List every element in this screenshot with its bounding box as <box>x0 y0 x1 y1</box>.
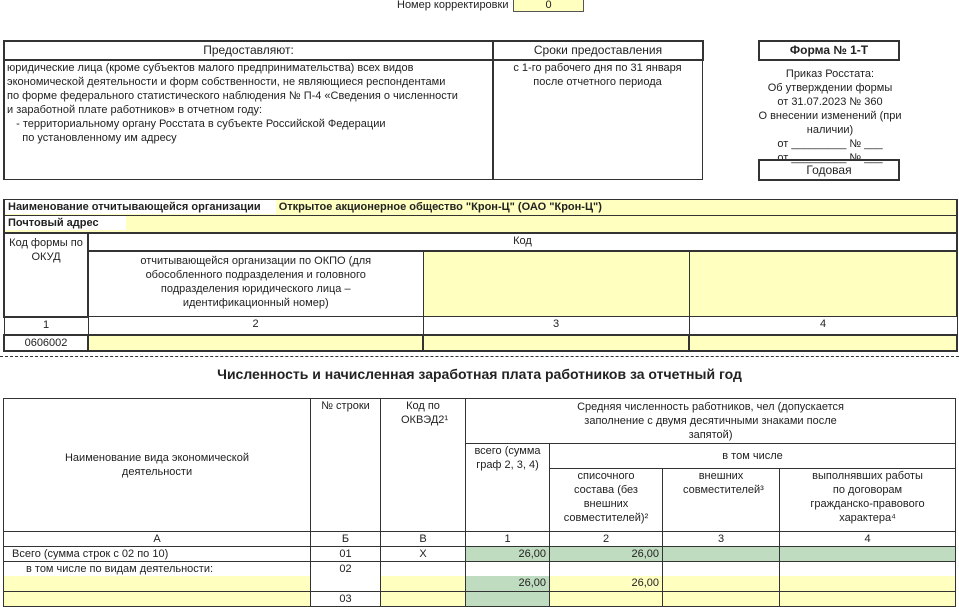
h-name: Наименование вида экономической деятельности <box>4 399 311 532</box>
table-row <box>4 576 956 591</box>
submit-line: и заработной плате работников» в отчетном году: <box>7 104 263 116</box>
col-letter: Б <box>311 532 381 547</box>
row-num: 01 <box>311 547 381 562</box>
cell-ext-input[interactable] <box>663 591 780 606</box>
h-total: всего (сумма граф 2, 3, 4) <box>466 444 550 532</box>
row-okved: X <box>381 547 466 562</box>
form-line: от 31.07.2023 № 360 <box>777 96 883 108</box>
col-number: 3 <box>423 317 689 335</box>
org-name-label: Наименование отчитывающейся организации <box>5 200 276 214</box>
col-number: 1 <box>4 317 88 335</box>
h-incl: в том числе <box>550 444 956 469</box>
col-letter: В <box>381 532 466 547</box>
deadline-line: с 1-го рабочего дня по 31 января <box>513 62 682 74</box>
form-line: О внесении изменений (при наличии) <box>758 110 902 136</box>
period-badge: Годовая <box>758 159 900 181</box>
org-table <box>3 199 958 352</box>
org-address-row <box>4 216 957 233</box>
submit-line: по установленному им адресу <box>7 132 177 144</box>
okud-value: 0606002 <box>4 335 88 351</box>
org-name-row <box>4 200 957 216</box>
row-okved-input[interactable] <box>381 576 466 591</box>
deadline-header: Сроки предоставления <box>492 40 704 61</box>
cell-civil <box>780 547 956 562</box>
cell-ext <box>663 547 780 562</box>
code3-input[interactable] <box>423 335 689 351</box>
submit-line: экономической деятельности и форм собственности, не являющиеся респондентами <box>7 76 446 88</box>
row-okved <box>381 562 466 577</box>
form-line: от _________ № ___ <box>777 138 883 150</box>
col-number: 4 <box>689 317 957 335</box>
okud-header: Код формы по ОКУД <box>4 233 88 317</box>
cell-total: 26,00 <box>466 576 550 591</box>
cell-civil <box>780 562 956 577</box>
h-row: № строки <box>311 399 381 532</box>
okpo-header: отчитывающейся организации по ОКПО (для обособленного подразделения и головного подразделения юридического лица – идентификационный номер) <box>88 251 423 317</box>
h-avg: Средняя численность работников, чел (допускается заполнение с двумя десятичными знаками после запятой) <box>466 399 956 444</box>
col-letter: 4 <box>780 532 956 547</box>
col-letter: А <box>4 532 311 547</box>
cell-list <box>550 562 663 577</box>
form-title: Форма № 1-Т <box>758 40 900 61</box>
deadline-line: после отчетного периода <box>533 76 662 88</box>
form-order <box>740 67 920 165</box>
org-name-value[interactable]: Открытое акционерное общество "Крон-Ц" (ОАО "Крон-Ц") <box>278 201 602 213</box>
cell-ext-input[interactable] <box>663 576 780 591</box>
code-header: Код <box>88 233 957 251</box>
row-okved-input[interactable] <box>381 591 466 606</box>
submit-header: Предоставляют: <box>3 40 494 61</box>
form-line: Приказ Росстата: <box>785 68 875 80</box>
employees-table <box>3 398 956 607</box>
cell-ext <box>663 562 780 577</box>
row-name-input[interactable] <box>4 591 311 606</box>
table-row <box>4 591 956 606</box>
row-num <box>311 576 381 591</box>
org-address-label: Почтовый адрес <box>5 216 126 230</box>
cell-list: 26,00 <box>550 547 663 562</box>
h-okved: Код по ОКВЭД2¹ <box>381 399 466 532</box>
deadline-body <box>492 59 703 180</box>
cell-list-input[interactable]: 26,00 <box>550 576 663 591</box>
submit-body <box>3 59 494 180</box>
row-num: 03 <box>311 591 381 606</box>
okpo-input[interactable] <box>88 335 423 351</box>
form-line: от _________ № ___ <box>777 152 883 164</box>
submit-line: - территориальному органу Росстата в субъекте Российской Федерации <box>7 118 386 130</box>
cell-total: 26,00 <box>466 547 550 562</box>
form-line: Об утверждении формы <box>767 82 893 94</box>
section-title: Численность и начисленная заработная плата работников за отчетный год <box>217 366 742 382</box>
correction-label: Номер корректировки <box>397 0 509 11</box>
cell-total <box>466 562 550 577</box>
row-name: в том числе по видам деятельности: <box>4 562 311 577</box>
table-row <box>4 562 956 577</box>
cut-line <box>0 356 959 357</box>
h-civil: выполнявших работы по договорам гражданско-правового характера⁴ <box>780 469 956 532</box>
col-letter: 3 <box>663 532 780 547</box>
cell-civil-input[interactable] <box>780 576 956 591</box>
h-ext: внешних совместителей³ <box>663 469 780 532</box>
submit-line: юридические лица (кроме субъектов малого предпринимательства) всех видов <box>7 62 414 74</box>
cell-list-input[interactable] <box>550 591 663 606</box>
col-letter: 1 <box>466 532 550 547</box>
cell-civil-input[interactable] <box>780 591 956 606</box>
correction-input[interactable]: 0 <box>513 0 584 12</box>
cell-total <box>466 591 550 606</box>
code-col4-header <box>689 251 957 317</box>
code-col3-header <box>423 251 689 317</box>
col-letter: 2 <box>550 532 663 547</box>
table-row <box>4 547 956 562</box>
h-list: списочного состава (без внешних совместителей)² <box>550 469 663 532</box>
code4-input[interactable] <box>689 335 957 351</box>
row-name-input[interactable] <box>4 576 311 591</box>
row-num: 02 <box>311 562 381 577</box>
submit-line: по форме федерального статистического наблюдения № П-4 «Сведения о численности <box>7 90 458 102</box>
col-number: 2 <box>88 317 423 335</box>
row-name: Всего (сумма строк с 02 по 10) <box>4 547 311 562</box>
